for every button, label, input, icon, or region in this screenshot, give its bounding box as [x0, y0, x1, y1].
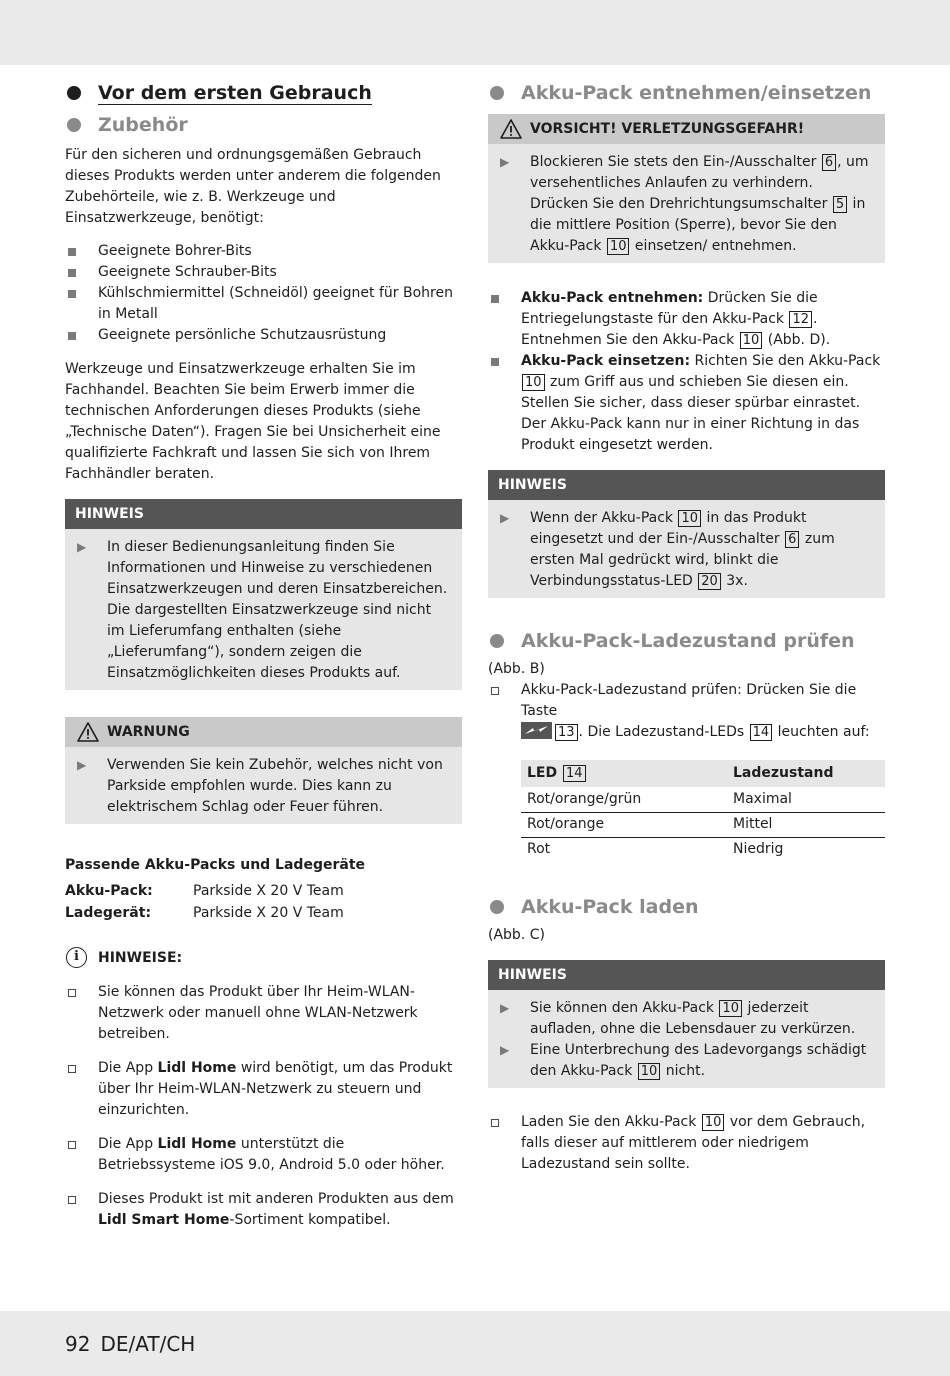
checkbox-square-icon — [68, 1196, 76, 1204]
part-number: 20 — [698, 573, 721, 590]
locale-label: DE/AT/CH — [100, 1332, 196, 1356]
arrow-right-icon: ▶ — [77, 540, 87, 554]
arrow-right-icon: ▶ — [500, 155, 510, 169]
hinweis-box — [65, 499, 462, 690]
part-number: 10 — [607, 238, 630, 255]
bullet-dot-icon — [67, 118, 81, 132]
part-number: 10 — [702, 1114, 725, 1131]
part-number: 10 — [740, 332, 763, 349]
list-item: Akku-Pack-Ladezustand prüfen: Drücken Sie die Taste 13 . Die Ladezustand-LEDs 14 leuchten auf: — [488, 680, 885, 743]
square-bullet-icon — [68, 269, 76, 277]
square-bullet-icon — [68, 332, 76, 340]
charge-state-table — [521, 760, 885, 862]
table-header-row — [521, 760, 885, 787]
table-header-state: Ladezustand — [727, 760, 885, 787]
heading-charge: Akku-Pack laden — [488, 894, 885, 920]
part-number: 10 — [638, 1063, 661, 1080]
warnung-header — [65, 717, 462, 747]
table-row: Rot/orange/grün Maximal — [521, 787, 885, 812]
warning-triangle-icon — [500, 119, 522, 139]
square-bullet-icon — [68, 248, 76, 256]
packs-row: Ladegerät: Parkside X 20 V Team — [65, 905, 344, 921]
heading-remove-insert: Akku-Pack entnehmen/einsetzen — [488, 80, 885, 106]
warnung-title: WARNUNG — [107, 724, 190, 740]
checkbox-square-icon — [68, 1065, 76, 1073]
hinweis-item: ▶ Sie können den Akku-Pack 10 jederzeit aufladen, ohne die Lebensdauer zu verkürzen. — [500, 1000, 856, 1037]
table-header-led: LED 14 — [521, 760, 727, 787]
charge-check-list — [488, 680, 885, 743]
list-item: Die App Lidl Home unterstützt die Betriebssysteme iOS 9.0, Android 5.0 oder höher. — [65, 1134, 462, 1176]
bullet-dot-icon — [490, 900, 504, 914]
checkbox-square-icon — [68, 1141, 76, 1149]
page-footer — [65, 1330, 205, 1358]
left-column — [65, 80, 462, 1231]
hinweise-header — [65, 946, 462, 970]
list-item: Akku-Pack entnehmen: Drücken Sie die Entriegelungstaste für den Akku-Pack 12 . Entnehmen Sie den Akku-Pack 10 (Abb. D). — [488, 288, 885, 351]
charge-state-button-icon — [521, 722, 552, 739]
list-item: Geeignete Schrauber-Bits — [65, 262, 462, 283]
packs-row: Akku-Pack: Parkside X 20 V Team — [65, 883, 344, 899]
hinweis-item: ▶ Eine Unterbrechung des Ladevorgangs schädigt den Akku-Pack 10 nicht. — [500, 1042, 867, 1079]
bullet-dot-icon — [490, 634, 504, 648]
right-column — [488, 80, 885, 1175]
part-number: 14 — [563, 765, 586, 782]
remove-insert-list — [488, 288, 885, 456]
part-number: 10 — [522, 374, 545, 391]
arrow-right-icon: ▶ — [500, 1043, 510, 1057]
heading-accessories: Zubehör — [65, 112, 462, 138]
top-band — [0, 0, 950, 65]
square-bullet-icon — [68, 290, 76, 298]
part-number: 10 — [719, 1000, 742, 1017]
part-number: 10 — [678, 510, 701, 527]
warnung-box — [65, 717, 462, 824]
part-number: 14 — [750, 724, 773, 741]
part-number: 13 — [555, 724, 578, 741]
checkbox-square-icon — [491, 1119, 499, 1127]
square-bullet-icon — [491, 358, 499, 366]
bullet-dot-icon — [490, 86, 504, 100]
packs-list — [65, 881, 462, 924]
hinweis-title: HINWEIS — [488, 470, 885, 500]
vorsicht-box — [488, 114, 885, 263]
table-row: Rot/orange Mittel — [521, 812, 885, 837]
info-icon: i — [66, 947, 87, 968]
vorsicht-item: ▶ Blockieren Sie stets den Ein-/Ausschalter 6 , um versehentliches Anlaufen zu verhindern. Drücken Sie den Drehrichtungsumschalter 5 in die mittlere Position (Sperre), bevor Sie den Akku-Pack 10 einsetzen/ entnehmen. — [500, 154, 869, 254]
arrow-right-icon: ▶ — [77, 758, 87, 772]
hinweis-title: HINWEIS — [488, 960, 885, 990]
charge-list — [488, 1112, 885, 1175]
hinweise-list — [65, 982, 462, 1231]
list-item: Laden Sie den Akku-Pack 10 vor dem Gebrauch, falls dieser auf mittlerem oder niedrigem Ladezustand sein sollte. — [488, 1112, 885, 1175]
part-number: 6 — [785, 531, 799, 548]
list-item: Kühlschmiermittel (Schneidöl) geeignet für Bohren in Metall — [65, 283, 462, 325]
figure-ref-b: (Abb. B) — [488, 661, 545, 677]
hinweise-title: HINWEISE: — [98, 950, 183, 966]
accessories-intro: Für den sicheren und ordnungsgemäßen Gebrauch dieses Produkts werden unter anderem die folgenden Zubehörteile, wie z. B. Werkzeuge und Einsatzwerkzeuge, benötigt: — [65, 147, 441, 226]
part-number: 5 — [833, 196, 847, 213]
list-item: Geeignete Bohrer-Bits — [65, 241, 462, 262]
hinweis-box-1 — [488, 470, 885, 598]
tools-paragraph: Werkzeuge und Einsatzwerkzeuge erhalten Sie im Fachhandel. Beachten Sie beim Erwerb immer die technischen Anforderungen dieses Produkts (siehe „Technische Daten“). Fragen Sie bei Unsicherheit eine qualifizierte Fachkraft und lassen Sie sich von Ihrem Fachhändler beraten. — [65, 361, 441, 482]
list-item: Sie können das Produkt über Ihr Heim-WLAN-Netzwerk oder manuell ohne WLAN-Netzwerk betreiben. — [65, 982, 462, 1045]
list-item: Dieses Produkt ist mit anderen Produkten aus dem Lidl Smart Home-Sortiment kompatibel. — [65, 1189, 462, 1231]
list-item: Geeignete persönliche Schutzausrüstung — [65, 325, 462, 346]
heading-before-first-use: Vor dem ersten Gebrauch — [65, 80, 462, 106]
accessories-list — [65, 241, 462, 346]
heading-charge-state: Akku-Pack-Ladezustand prüfen — [488, 628, 885, 654]
hinweis-item: ▶ In dieser Bedienungsanleitung finden Sie Informationen und Hinweise zu verschiedenen Einsatzwerkzeugen und deren Einsatzbereichen. Die dargestellten Einsatzwerkzeuge sind nicht im Lieferumfang enthalten (siehe „Lieferumfang“), sondern zeigen die Einsatzmöglichkeiten dieses Produkts auf. — [77, 539, 448, 681]
warnung-item: ▶ Verwenden Sie kein Zubehör, welches nicht von Parkside empfohlen wurde. Dies kann zu elektrischem Schlag oder Feuer führen. — [77, 757, 443, 815]
vorsicht-title: VORSICHT! VERLETZUNGSGEFAHR! — [530, 121, 805, 137]
hinweis-title: HINWEIS — [65, 499, 462, 529]
part-number: 6 — [822, 154, 836, 171]
list-item: Die App Lidl Home wird benötigt, um das Produkt über Ihr Heim-WLAN-Netzwerk zu steuern und einzurichten. — [65, 1058, 462, 1121]
warning-triangle-icon — [77, 722, 99, 742]
list-item: Akku-Pack einsetzen: Richten Sie den Akku-Pack 10 zum Griff aus und schieben Sie diesen ein. Stellen Sie sicher, dass dieser spürbar einrastet. Der Akku-Pack kann nur in einer Richtung in das Produkt eingesetzt werden. — [488, 351, 885, 456]
packs-heading: Passende Akku-Packs und Ladegeräte — [65, 857, 366, 873]
page-number: 92 — [65, 1332, 91, 1356]
hinweis-item: ▶ Wenn der Akku-Pack 10 in das Produkt eingesetzt und der Ein-/Ausschalter 6 zum ersten Mal gedrückt wird, blinkt die Verbindungsstatus-LED 20 3x. — [500, 510, 835, 589]
checkbox-square-icon — [68, 989, 76, 997]
part-number: 12 — [789, 311, 812, 328]
arrow-right-icon: ▶ — [500, 511, 510, 525]
bullet-dot-icon — [67, 86, 81, 100]
figure-ref-c: (Abb. C) — [488, 927, 545, 943]
hinweis-box-2 — [488, 960, 885, 1088]
arrow-right-icon: ▶ — [500, 1001, 510, 1015]
checkbox-square-icon — [491, 687, 499, 695]
table-row: Rot Niedrig — [527, 841, 784, 858]
square-bullet-icon — [491, 295, 499, 303]
vorsicht-header — [488, 114, 885, 144]
